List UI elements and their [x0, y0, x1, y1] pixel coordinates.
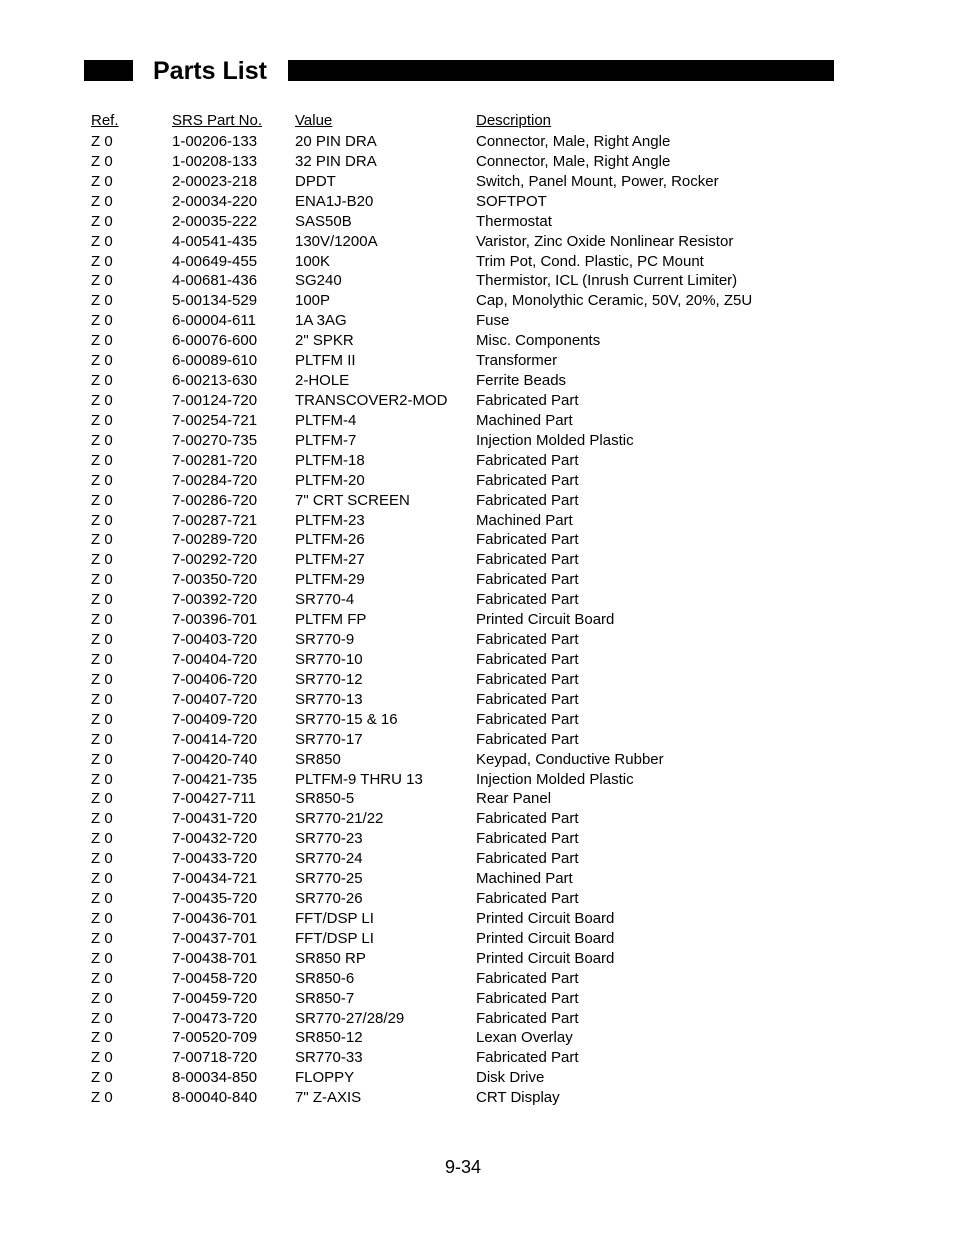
table-row: [91, 530, 851, 550]
cell-value: SR770-10: [295, 650, 363, 668]
table-row: [91, 969, 851, 989]
cell-ref: Z 0: [91, 411, 113, 429]
cell-description: Printed Circuit Board: [476, 929, 615, 947]
cell-value: PLTFM-20: [295, 471, 365, 489]
cell-description: Fabricated Part: [476, 591, 579, 609]
cell-description: Ferrite Beads: [476, 372, 567, 390]
header-description: Description: [476, 112, 552, 129]
cell-value: SR770-15 & 16: [295, 710, 398, 728]
table-row: [91, 909, 851, 929]
cell-value: 130V/1200A: [295, 232, 378, 250]
cell-part-no: 7-00124-720: [172, 391, 258, 409]
cell-value: 100K: [295, 252, 331, 270]
table-row: [91, 710, 851, 730]
cell-description: Fabricated Part: [476, 631, 579, 649]
cell-ref: Z 0: [91, 1089, 113, 1107]
cell-value: SR850-6: [295, 969, 355, 987]
cell-description: Printed Circuit Board: [476, 611, 615, 629]
cell-part-no: 7-00433-720: [172, 850, 258, 868]
cell-part-no: 7-00281-720: [172, 451, 258, 469]
cell-ref: Z 0: [91, 631, 113, 649]
table-row: [91, 152, 851, 172]
table-row: [91, 371, 851, 391]
page-number: 9-34: [445, 1157, 482, 1177]
table-row: [91, 351, 851, 371]
cell-part-no: 7-00438-701: [172, 949, 258, 967]
header-ref: Ref.: [91, 112, 119, 129]
table-row: [91, 610, 851, 630]
cell-part-no: 2-00023-218: [172, 172, 258, 190]
cell-part-no: 7-00459-720: [172, 989, 258, 1007]
cell-description: Fabricated Part: [476, 391, 579, 409]
cell-part-no: 4-00541-435: [172, 232, 258, 250]
cell-ref: Z 0: [91, 571, 113, 589]
table-row: [91, 252, 851, 272]
cell-description: CRT Display: [476, 1089, 560, 1107]
cell-ref: Z 0: [91, 192, 113, 210]
cell-ref: Z 0: [91, 710, 113, 728]
cell-ref: Z 0: [91, 511, 113, 529]
cell-description: Rear Panel: [476, 790, 552, 808]
table-row: [91, 770, 851, 790]
cell-value: FLOPPY: [295, 1069, 355, 1087]
table-row: [91, 1028, 851, 1048]
cell-value: SG240: [295, 272, 342, 290]
cell-description: Fabricated Part: [476, 670, 579, 688]
cell-ref: Z 0: [91, 1069, 113, 1087]
cell-value: SR770-13: [295, 690, 363, 708]
cell-description: Fabricated Part: [476, 491, 579, 509]
table-row: [91, 212, 851, 232]
cell-part-no: 7-00427-711: [172, 790, 256, 808]
cell-value: 100P: [295, 292, 331, 310]
cell-part-no: 8-00040-840: [172, 1089, 258, 1107]
cell-description: Injection Molded Plastic: [476, 770, 634, 788]
cell-description: Transformer: [476, 352, 558, 370]
table-row: [91, 331, 851, 351]
cell-value: FFT/DSP LI: [295, 929, 374, 947]
cell-value: SR770-9: [295, 631, 355, 649]
cell-value: SR770-23: [295, 830, 363, 848]
cell-ref: Z 0: [91, 372, 113, 390]
cell-part-no: 6-00213-630: [172, 372, 258, 390]
cell-part-no: 7-00284-720: [172, 471, 258, 489]
cell-part-no: 7-00404-720: [172, 650, 258, 668]
cell-part-no: 7-00718-720: [172, 1049, 258, 1067]
cell-value: 32 PIN DRA: [295, 152, 377, 170]
cell-part-no: 7-00254-721: [172, 411, 258, 429]
table-row: [91, 1088, 851, 1108]
cell-value: 7" CRT SCREEN: [295, 491, 410, 509]
cell-ref: Z 0: [91, 292, 113, 310]
cell-value: 7" Z-AXIS: [295, 1089, 362, 1107]
cell-value: FFT/DSP LI: [295, 909, 374, 927]
cell-ref: Z 0: [91, 471, 113, 489]
cell-ref: Z 0: [91, 232, 113, 250]
cell-value: SR770-24: [295, 850, 363, 868]
cell-description: Fabricated Part: [476, 690, 579, 708]
table-row: [91, 670, 851, 690]
cell-description: Connector, Male, Right Angle: [476, 152, 671, 170]
table-row: [91, 411, 851, 431]
cell-value: ENA1J-B20: [295, 192, 374, 210]
table-row: [91, 949, 851, 969]
cell-value: PLTFM-4: [295, 411, 357, 429]
table-row: [91, 451, 851, 471]
cell-ref: Z 0: [91, 830, 113, 848]
page-title: Parts List: [153, 57, 267, 85]
cell-value: SR770-21/22: [295, 810, 384, 828]
cell-ref: Z 0: [91, 730, 113, 748]
cell-value: PLTFM II: [295, 352, 356, 370]
cell-description: Trim Pot, Cond. Plastic, PC Mount: [476, 252, 704, 270]
table-row: [91, 271, 851, 291]
cell-ref: Z 0: [91, 870, 113, 888]
table-row: [91, 132, 851, 152]
cell-ref: Z 0: [91, 770, 113, 788]
cell-ref: Z 0: [91, 969, 113, 987]
cell-part-no: 7-00436-701: [172, 909, 258, 927]
cell-ref: Z 0: [91, 1049, 113, 1067]
cell-description: Varistor, Zinc Oxide Nonlinear Resistor: [476, 232, 734, 250]
cell-part-no: 6-00076-600: [172, 332, 258, 350]
cell-value: SR770-12: [295, 670, 363, 688]
cell-description: Disk Drive: [476, 1069, 545, 1087]
cell-description: Switch, Panel Mount, Power, Rocker: [476, 172, 719, 190]
cell-part-no: 7-00421-735: [172, 770, 258, 788]
table-row: [91, 929, 851, 949]
cell-description: Fabricated Part: [476, 451, 579, 469]
cell-part-no: 7-00437-701: [172, 929, 258, 947]
cell-part-no: 4-00681-436: [172, 272, 258, 290]
cell-description: Fabricated Part: [476, 1049, 579, 1067]
cell-part-no: 7-00286-720: [172, 491, 258, 509]
cell-ref: Z 0: [91, 790, 113, 808]
table-row: [91, 311, 851, 331]
table-row: [91, 889, 851, 909]
cell-part-no: 7-00350-720: [172, 571, 258, 589]
table-row: [91, 650, 851, 670]
cell-part-no: 7-00520-709: [172, 1029, 258, 1047]
table-row: [91, 431, 851, 451]
cell-part-no: 7-00396-701: [172, 611, 258, 629]
cell-description: Cap, Monolythic Ceramic, 50V, 20%, Z5U: [476, 292, 753, 310]
cell-value: PLTFM FP: [295, 611, 367, 629]
cell-value: DPDT: [295, 172, 336, 190]
cell-value: SR850-12: [295, 1029, 363, 1047]
cell-value: SR770-4: [295, 591, 355, 609]
table-row: [91, 291, 851, 311]
cell-ref: Z 0: [91, 431, 113, 449]
cell-description: Fuse: [476, 312, 510, 330]
cell-ref: Z 0: [91, 272, 113, 290]
cell-ref: Z 0: [91, 152, 113, 170]
cell-part-no: 7-00431-720: [172, 810, 258, 828]
cell-description: Lexan Overlay: [476, 1029, 573, 1047]
cell-part-no: 1-00206-133: [172, 133, 258, 150]
cell-value: SR770-33: [295, 1049, 363, 1067]
cell-description: Fabricated Part: [476, 650, 579, 668]
cell-part-no: 7-00458-720: [172, 969, 258, 987]
cell-ref: Z 0: [91, 531, 113, 549]
cell-description: Fabricated Part: [476, 810, 579, 828]
cell-description: SOFTPOT: [476, 192, 547, 210]
cell-part-no: 6-00089-610: [172, 352, 258, 370]
header-part-no: SRS Part No.: [172, 112, 263, 129]
cell-value: PLTFM-23: [295, 511, 365, 529]
cell-value: 2" SPKR: [295, 332, 354, 350]
table-row: [91, 829, 851, 849]
table-row: [91, 750, 851, 770]
cell-description: Fabricated Part: [476, 551, 579, 569]
cell-ref: Z 0: [91, 352, 113, 370]
table-row: [91, 192, 851, 212]
cell-value: SAS50B: [295, 212, 352, 230]
cell-description: Machined Part: [476, 411, 573, 429]
table-row: [91, 511, 851, 531]
cell-ref: Z 0: [91, 1009, 113, 1027]
cell-ref: Z 0: [91, 252, 113, 270]
cell-description: Printed Circuit Board: [476, 949, 615, 967]
cell-ref: Z 0: [91, 810, 113, 828]
table-row: [91, 690, 851, 710]
cell-part-no: 7-00420-740: [172, 750, 258, 768]
cell-part-no: 7-00292-720: [172, 551, 258, 569]
cell-part-no: 7-00409-720: [172, 710, 258, 728]
cell-value: PLTFM-7: [295, 431, 357, 449]
cell-description: Machined Part: [476, 511, 573, 529]
table-row: [91, 590, 851, 610]
cell-part-no: 2-00035-222: [172, 212, 258, 230]
cell-value: TRANSCOVER2-MOD: [295, 391, 448, 409]
cell-part-no: 7-00435-720: [172, 890, 258, 908]
cell-value: SR770-26: [295, 890, 363, 908]
cell-part-no: 7-00406-720: [172, 670, 258, 688]
table-header: [91, 110, 851, 131]
cell-value: 2-HOLE: [295, 372, 350, 390]
cell-ref: Z 0: [91, 650, 113, 668]
cell-part-no: 1-00208-133: [172, 152, 258, 170]
table-row: [91, 391, 851, 411]
cell-value: SR850-5: [295, 790, 355, 808]
table-row: [91, 849, 851, 869]
table-row: [91, 172, 851, 192]
cell-ref: Z 0: [91, 212, 113, 230]
cell-description: Fabricated Part: [476, 890, 579, 908]
cell-part-no: 7-00403-720: [172, 631, 258, 649]
cell-ref: Z 0: [91, 670, 113, 688]
table-row: [91, 809, 851, 829]
cell-part-no: 2-00034-220: [172, 192, 258, 210]
cell-value: SR850: [295, 750, 341, 768]
table-row: [91, 730, 851, 750]
table-row: [91, 789, 851, 809]
table-row: [91, 1068, 851, 1088]
table-row: [91, 471, 851, 491]
cell-ref: Z 0: [91, 1029, 113, 1047]
cell-value: 20 PIN DRA: [295, 133, 377, 150]
cell-ref: Z 0: [91, 133, 113, 150]
cell-ref: Z 0: [91, 890, 113, 908]
cell-ref: Z 0: [91, 989, 113, 1007]
cell-value: 1A 3AG: [295, 312, 347, 330]
table-row: [91, 491, 851, 511]
header-value: Value: [295, 112, 333, 129]
cell-part-no: 7-00289-720: [172, 531, 258, 549]
cell-description: Fabricated Part: [476, 531, 579, 549]
cell-value: PLTFM-29: [295, 571, 365, 589]
cell-ref: Z 0: [91, 312, 113, 330]
cell-ref: Z 0: [91, 591, 113, 609]
cell-part-no: 7-00414-720: [172, 730, 258, 748]
cell-ref: Z 0: [91, 909, 113, 927]
table-row: [91, 1048, 851, 1068]
title-bar-left: [84, 60, 133, 81]
cell-part-no: 8-00034-850: [172, 1069, 258, 1087]
cell-part-no: 7-00407-720: [172, 690, 258, 708]
cell-value: PLTFM-26: [295, 531, 365, 549]
cell-description: Printed Circuit Board: [476, 909, 615, 927]
cell-ref: Z 0: [91, 172, 113, 190]
cell-part-no: 7-00434-721: [172, 870, 258, 888]
cell-part-no: 6-00004-611: [172, 312, 256, 330]
cell-ref: Z 0: [91, 750, 113, 768]
cell-description: Fabricated Part: [476, 989, 579, 1007]
cell-ref: Z 0: [91, 451, 113, 469]
table-row: [91, 232, 851, 252]
cell-description: Fabricated Part: [476, 710, 579, 728]
cell-value: SR770-25: [295, 870, 363, 888]
cell-ref: Z 0: [91, 949, 113, 967]
cell-ref: Z 0: [91, 690, 113, 708]
cell-value: SR850 RP: [295, 949, 366, 967]
cell-value: PLTFM-18: [295, 451, 365, 469]
cell-value: SR770-17: [295, 730, 363, 748]
cell-description: Machined Part: [476, 870, 573, 888]
cell-description: Thermistor, ICL (Inrush Current Limiter): [476, 272, 738, 290]
cell-description: Fabricated Part: [476, 830, 579, 848]
table-row: [91, 630, 851, 650]
cell-description: Fabricated Part: [476, 969, 579, 987]
cell-description: Injection Molded Plastic: [476, 431, 634, 449]
cell-part-no: 7-00473-720: [172, 1009, 258, 1027]
table-row: [91, 1009, 851, 1029]
parts-table: [91, 110, 851, 1108]
cell-part-no: 5-00134-529: [172, 292, 258, 310]
cell-part-no: 7-00270-735: [172, 431, 258, 449]
cell-ref: Z 0: [91, 850, 113, 868]
cell-description: Fabricated Part: [476, 471, 579, 489]
table-row: [91, 570, 851, 590]
cell-value: SR770-27/28/29: [295, 1009, 405, 1027]
table-row: [91, 550, 851, 570]
table-row: [91, 869, 851, 889]
cell-ref: Z 0: [91, 391, 113, 409]
title-bar-right: [288, 60, 834, 81]
cell-description: Fabricated Part: [476, 730, 579, 748]
cell-description: Keypad, Conductive Rubber: [476, 750, 664, 768]
cell-description: Fabricated Part: [476, 571, 579, 589]
cell-value: PLTFM-27: [295, 551, 365, 569]
cell-ref: Z 0: [91, 611, 113, 629]
cell-description: Fabricated Part: [476, 1009, 579, 1027]
cell-ref: Z 0: [91, 551, 113, 569]
cell-part-no: 7-00432-720: [172, 830, 258, 848]
cell-description: Connector, Male, Right Angle: [476, 133, 671, 150]
cell-value: SR850-7: [295, 989, 355, 1007]
cell-description: Misc. Components: [476, 332, 601, 350]
table-body: [91, 132, 851, 1108]
cell-value: PLTFM-9 THRU 13: [295, 770, 423, 788]
cell-part-no: 7-00392-720: [172, 591, 258, 609]
cell-description: Fabricated Part: [476, 850, 579, 868]
cell-description: Thermostat: [476, 212, 552, 230]
table-row: [91, 989, 851, 1009]
cell-part-no: 7-00287-721: [172, 511, 258, 529]
cell-ref: Z 0: [91, 332, 113, 350]
cell-ref: Z 0: [91, 929, 113, 947]
cell-part-no: 4-00649-455: [172, 252, 258, 270]
cell-ref: Z 0: [91, 491, 113, 509]
